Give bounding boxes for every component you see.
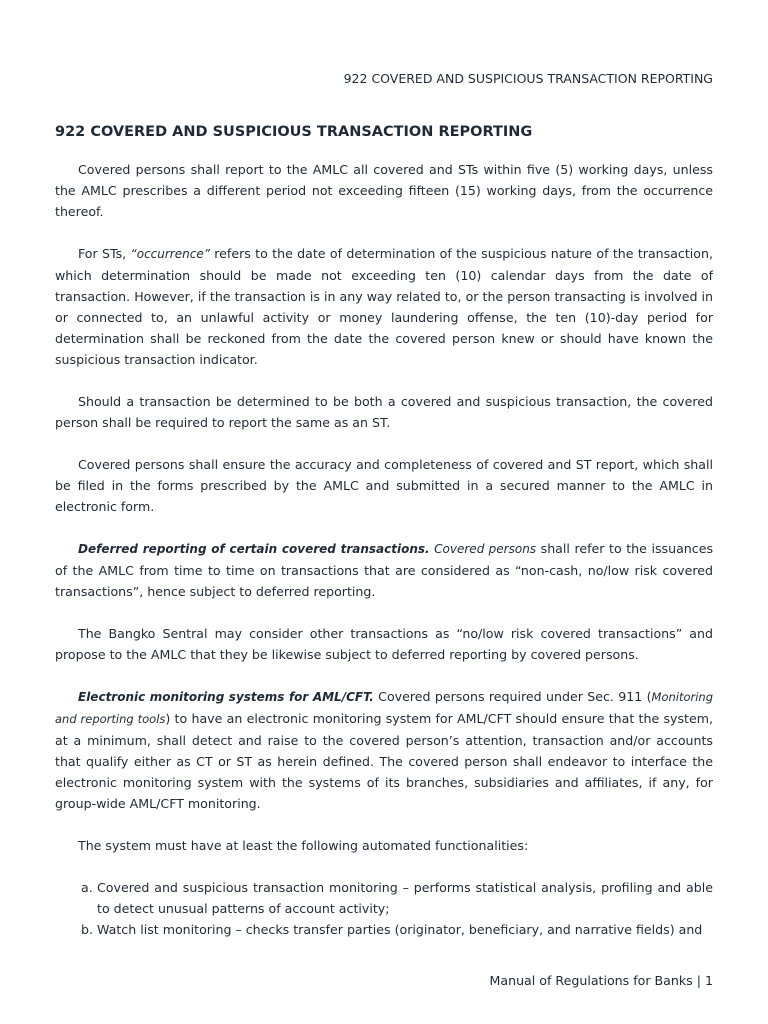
defined-term: Covered persons bbox=[434, 542, 537, 556]
paragraph-text: refers to the date of determination of the suspicious nature of the transaction, which determination should be made not exceeding ten (10) calendar days from the date of transaction. However, if the transaction is in any way related to, or the person transacting is involved in or connected to, an unlawful activity or money laundering offense, the ten (10)-day period for determination shall be reckoned from the date the covered person knew or should have known the suspicious transaction indicator. bbox=[55, 246, 713, 367]
paragraph-text: shall refer to the issuances of the AMLC from time to time on transactions that are considered as “non-cash, no/low risk covered transactions”, hence subject to deferred reporting. bbox=[55, 541, 714, 599]
paragraph-deferred-reporting bbox=[55, 538, 713, 602]
paragraph-text: ) to have an electronic monitoring system for AML/CFT should ensure that the system, at a minimum, shall detect and raise to the covered person’s attention, transaction and/or accounts that qualify either as CT or ST as herein defined. The covered person shall endeavor to interface the electronic monitoring system with the systems of its branches, subsidiaries and affiliates, if any, for group-wide AML/CFT monitoring. bbox=[55, 711, 713, 811]
running-header: 922 COVERED AND SUSPICIOUS TRANSACTION REPORTING bbox=[343, 71, 713, 86]
paragraph-text: For STs, bbox=[78, 246, 131, 261]
section-title: 922 COVERED AND SUSPICIOUS TRANSACTION REPORTING bbox=[55, 124, 533, 140]
section-reference: Monitoring and reporting tools bbox=[55, 690, 714, 726]
list-item bbox=[81, 877, 713, 919]
list-item-text: Watch list monitoring – checks transfer parties (originator, beneficiary, and narrative fields) and bbox=[97, 922, 703, 937]
paragraph-text: Covered persons required under Sec. 911 ( bbox=[373, 689, 652, 704]
paragraph-functionalities-intro: The system must have at least the following automated functionalities: bbox=[78, 838, 529, 853]
page-footer: Manual of Regulations for Banks | 1 bbox=[489, 973, 713, 988]
functionalities-list bbox=[55, 877, 713, 940]
paragraph-report-accuracy: Covered persons shall ensure the accuracy and completeness of covered and ST report, which shall be filed in the forms prescribed by the AMLC and submitted in a secured manner to the AMLC in electronic form. bbox=[55, 457, 713, 514]
list-marker: a. bbox=[81, 880, 93, 895]
paragraph-bangko-sentral: The Bangko Sentral may consider other transactions as “no/low risk covered transactions” and propose to the AMLC that they be likewise subject to deferred reporting by covered persons. bbox=[55, 626, 713, 662]
subsection-heading: Electronic monitoring systems for AML/CFT. bbox=[78, 690, 374, 704]
paragraph-occurrence-definition bbox=[55, 243, 713, 370]
defined-term: “occurrence” bbox=[130, 247, 210, 261]
subsection-heading: Deferred reporting of certain covered transactions. bbox=[78, 542, 430, 556]
list-item-text: Covered and suspicious transaction monitoring – performs statistical analysis, profiling and able to detect unusual patterns of account activity; bbox=[97, 880, 713, 916]
list-marker: b. bbox=[81, 922, 93, 937]
paragraph-reporting-period: Covered persons shall report to the AMLC all covered and STs within five (5) working days, unless the AMLC prescribes a different period not exceeding fifteen (15) working days, from the occurrence thereof. bbox=[55, 162, 713, 219]
paragraph-covered-and-suspicious: Should a transaction be determined to be both a covered and suspicious transaction, the covered person shall be required to report the same as an ST. bbox=[55, 394, 713, 430]
paragraph-electronic-monitoring bbox=[55, 686, 713, 814]
list-item bbox=[81, 919, 713, 940]
document-body bbox=[55, 122, 713, 940]
